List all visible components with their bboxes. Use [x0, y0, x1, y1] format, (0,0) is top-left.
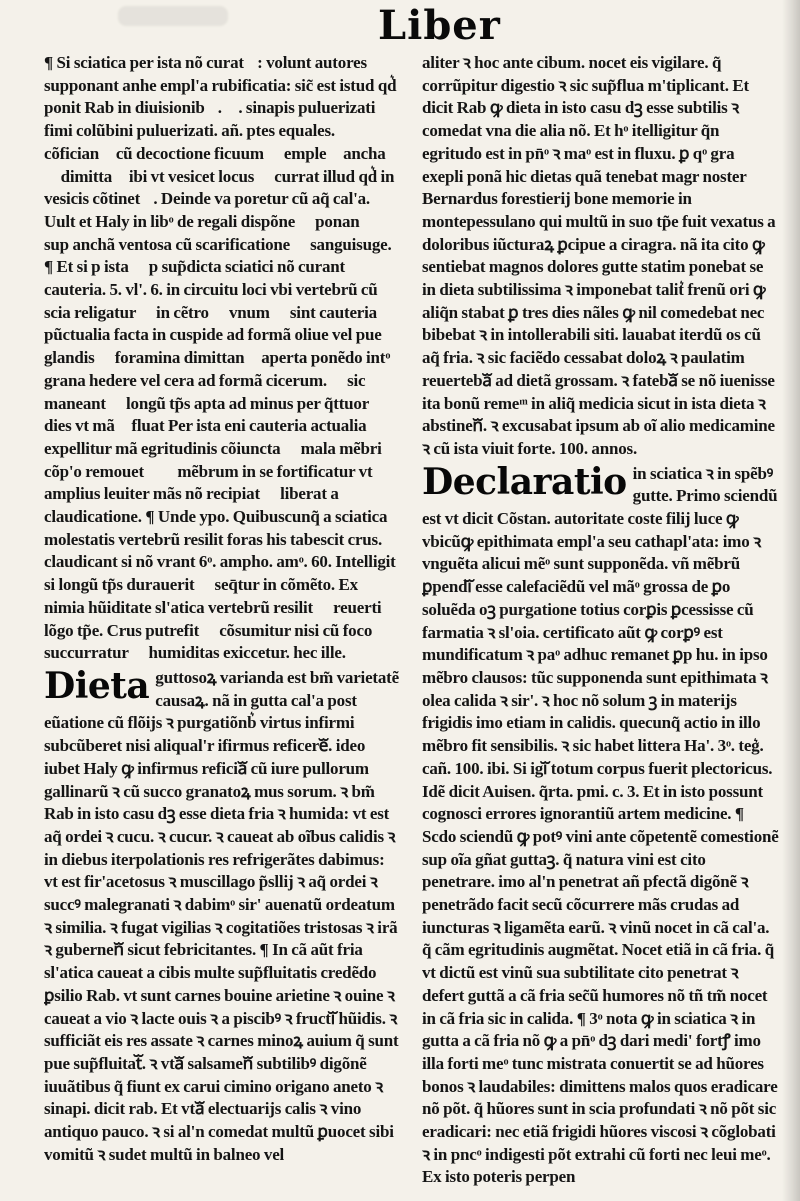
section-heading-declaratio: Declaratio [422, 460, 627, 503]
declaratio-section [422, 460, 779, 1187]
right-column [422, 52, 779, 1187]
running-header: Liber [378, 2, 501, 49]
page-gutter-shadow [782, 0, 800, 1201]
header-smudge [118, 6, 228, 26]
section-heading-dieta: Dieta [44, 664, 150, 707]
dieta-section [44, 664, 399, 1166]
left-paragraph-sciatica: ¶ Si sciatica per ista nõ curatᷓ: volunt autores ꝙ supponant anhe empl'a rubificatia: sic̃ est istud qd͛ ponit Rab in diuisionibꝰ. ℞. sinapis puluerizati fimi colũbini puluerizati. añ. ptes equales. cõficianᷓ cũ decoctione ficuum ꝛ empleᷓ ancha ꝛ dimittaᷓ ibi vt vesicet locus ꝛ currat illud qd͛ in vesicis cõtinetᷓ. Deinde va poretur cũ aq̃ cal'a. Uult et Haly in libͦ de regali dispõne ꝙ ponanᷓ sup anchã ventosa cũ scarificatione ꝛ sanguisuge. ¶ Et si p ista ꝛ p sup̃dicta sciatici nõ curant ℞ cauteria. 5. vl'. 6. in circuitu loci vbi vertebrũ cũ scia religatur ꝛ in cẽtro ℞ vnum ꝛ sint cauteria pũctualia facta in cuspide ad formã oliue vel pue glandis ꝛ foramina dimittanᷓ aperta ponẽdo intͦ grana hedere vel cera ad formã cicerum. ꝛ sic maneant ꝑ longũ tp̃s apta ad minus per q̃ttuor dies vt mãᷓ fluat Per ista eni cauteria actualia expellitur mã egritudinis cõiuncta ꝛ mala mẽbri cõp'o remouetᷓ ꝛ mẽbrum in se fortificatur vt amplius leuiter mãs nõ recipiat ꝛ liberat a claudicatione. ¶ Unde ypo. Quibuscunq̃ a sciatica molestatis vertebrũ resilit foras his tabescit crus. ꝛ claudicant si nõ vrant 6ͦ. ampho. amͦ. 60. Intelligit si longũ tp̃s durauerit ꝛ seq̄tur in cõmẽto. Ex nimia hũiditate sl'atica vertebrũ resilit ꝛ reuertiᷓ lõgo tp̃e. Crus putrefit ꝛ cõsumitur nisi cũ foco succurratur ꝛ humiditas exiccetur. hec ille. [44, 53, 399, 663]
right-paragraph-dieta-continued: aliter ꝛ hoc ante cibum. nocet eis vigilare. q̃ corrũpitur digestio ꝛ sic sup̃flua m'tiplicant. Et dicit Rab ꝙ dieta in isto casu dꝫ esse subtilis ꝛ comedat vna die alia nõ. Et hͦ itelligitur q̃n egritudo est in pn̄ͦ ꝛ maͦ est in fluxu. ꝑ qͦ gra exepli ponã hic dietas quã tenebat magr noster Bernardus forestierij bone memorie in montepessulano qui multũ in suo tp̃e fuit vexatus a doloribus iũcturaꝝ ꝑcipue a ciragra. nã ita cito ꝙ sentiebat magnos dolores gutte statim ponebat se in dieta subtilissima ꝛ imponebat talit͛ frenũ ori ꝙ aliq̃n stabat ꝑ tres dies nãles ꝙ nil comedebat nec bibebat ꝛ in intollerabili siti. lauabat iterdũ os cũ aq̃ fria. ꝛ sic faciẽdo cessabat doloꝝ ꝛ paulatim reuertebaᷓ ad dietã grossam. ꝛ fatebaᷓ se nõ iuenisse ita bonũ remeͫ in aliq̃ medicia sicut in ista dieta ꝛ abstinenᷓ. ꝛ excusabat ipsum ab oĩ alio medicamine ꝛ cũ ista viuit forte. 100. annos. [422, 53, 776, 458]
left-column [44, 52, 399, 1187]
right-paragraph-declaratio: in sciatica ꝛ in spẽbꝰ gutte. Primo sciendũ est vt dicit Cõstan. autoritate coste filij luce ꝙ vbicũꝙ epithimata empl'a seu cathapl'ata: imo ꝛ vnguẽta alicui mẽͦ sunt supponẽda. vñ mẽbrũ ꝑpendiᷓ esse calefaciẽdũ vel mãͦ grossa de ꝑo soluẽda oꝫ purgatione totius corꝑis ꝑcessisse cũ farmatia ꝛ sl'oia. certificato aũt ꝙ corꝑꝰ est mundificatum ꝛ paͦ adhuc remanet ꝑp hu. in ipso mẽbro clausos: tũc supponenda sunt epithimata ꝛ olea calida ꝛ sir'. ꝛ hoc nõ solum ꝫ in materijs frigidis imo etiam in calidis. quecunq̃ actio in illo mẽbro fit sensibilis. ꝛ sic habet littera Ha'. 3ͦ. teg͛. cañ. 100. ibi. Si igiᷓ totum corpus fuerit plectoricus. Idẽ dicit Auisen. q̃rta. pmi. c. 3. Et in isto possunt cognosci errores ignorantiũ artem medicine. ¶ Scdo sciendũ ꝙ potꝰ vini ante cõpetentẽ comestionẽ sup oĩa gñat guttaꝫ. q̃ natura vini est cito penetrare. imo al'n penetrat añ pfectã digõnẽ ꝛ penetrãdo facit secũ cõcurrere mãs crudas ad iuncturas ꝛ ligamẽta earũ. ꝛ vinũ nocet in cã cal'a. q̃ cãm egritudinis augmẽtat. Nocet etiã in cã fria. q̃ vt dictũ est vinũ sua subtilitate cito penetrat ꝛ defert guttã a cã fria sec̃ũ humores nõ tñ tm̃ nocet in cã fria sic in calida. ¶ 3ͦ nota ꝙ in sciatica ꝛ in gutta a cã fria nõ ꝙ a pn̄ͦ dꝫ dari medi' fortꝭ imo illa forti meͦ tunc mistrata conuertit se ad hũores bonos ꝛ laudabiles: dimittens malos quos eradicare nõ põt. q̃ hũores sunt in scia profundati ꝛ nõ põt sic eradicari: nec etiã frigidi hũores viscosi ꝛ cõglobati ꝛ in pncͦ indigesti põt extrahi cũ forti nec leui meͦ. Ex isto poteris perpen [422, 463, 779, 1187]
left-paragraph-dieta: guttosoꝝ varianda est bm̃ varietatẽ causaꝝ. nã in gutta cal'a post eũatione cũ flõijs ꝛ purgatiõnb͛ virtus infirmi subcũberet nisi aliqual'r ifirmus reficereᷓ. ideo iubet Haly ꝙ infirmus reficiaᷓ cũ iure pullorum gallinarũ ꝛ cũ succo granatoꝝ mus sorum. ꝛ bm̃ Rab in isto casu dꝫ esse dieta fria ꝛ humida: vt est aq̃ ordei ꝛ cucu. ꝛ cucur. ꝛ caueat ab oĩbus calidis ꝛ in diebus iterpolationis res refrigerãtes dabimus: vt est fir'acetosus ꝛ muscillago p̃sllij ꝛ aq̃ ordei ꝛ succꝰ malegranati ꝛ dabimͦ sir' auenatũ ordeatum ꝛ similia. ꝛ fugat vigilias ꝛ cogitatiões tristosas ꝛ irã ꝛ gubernenᷓ sicut febricitantes. ¶ In cã aũt fria sl'atica caueat a cibis multe sup̃fluitatis credẽdo ꝑsilio Rab. vt sunt carnes bouine arietine ꝛ ouine ꝛ caueat a vio ꝛ lacte ouis ꝛ a piscibꝰ ꝛ fructiᷓ hũidis. ꝛ sufficiãt eis res assate ꝛ carnes minoꝝ auium q̃ sunt pue sup̃fluitatᷓ. ꝛ vtaᷓ salsamenᷓ subtilibꝰ digõnẽ iuuãtibus q̃ fiunt ex carui cimino origano aneto ꝛ sinapi. dicit rab. Et vtaᷓ electuarijs calis ꝛ vino antiquo pauco. ꝛ si al'n comedat multũ ꝑuocet sibi vomitũ ꝛ sudet multũ in balneo vel [44, 667, 399, 1164]
